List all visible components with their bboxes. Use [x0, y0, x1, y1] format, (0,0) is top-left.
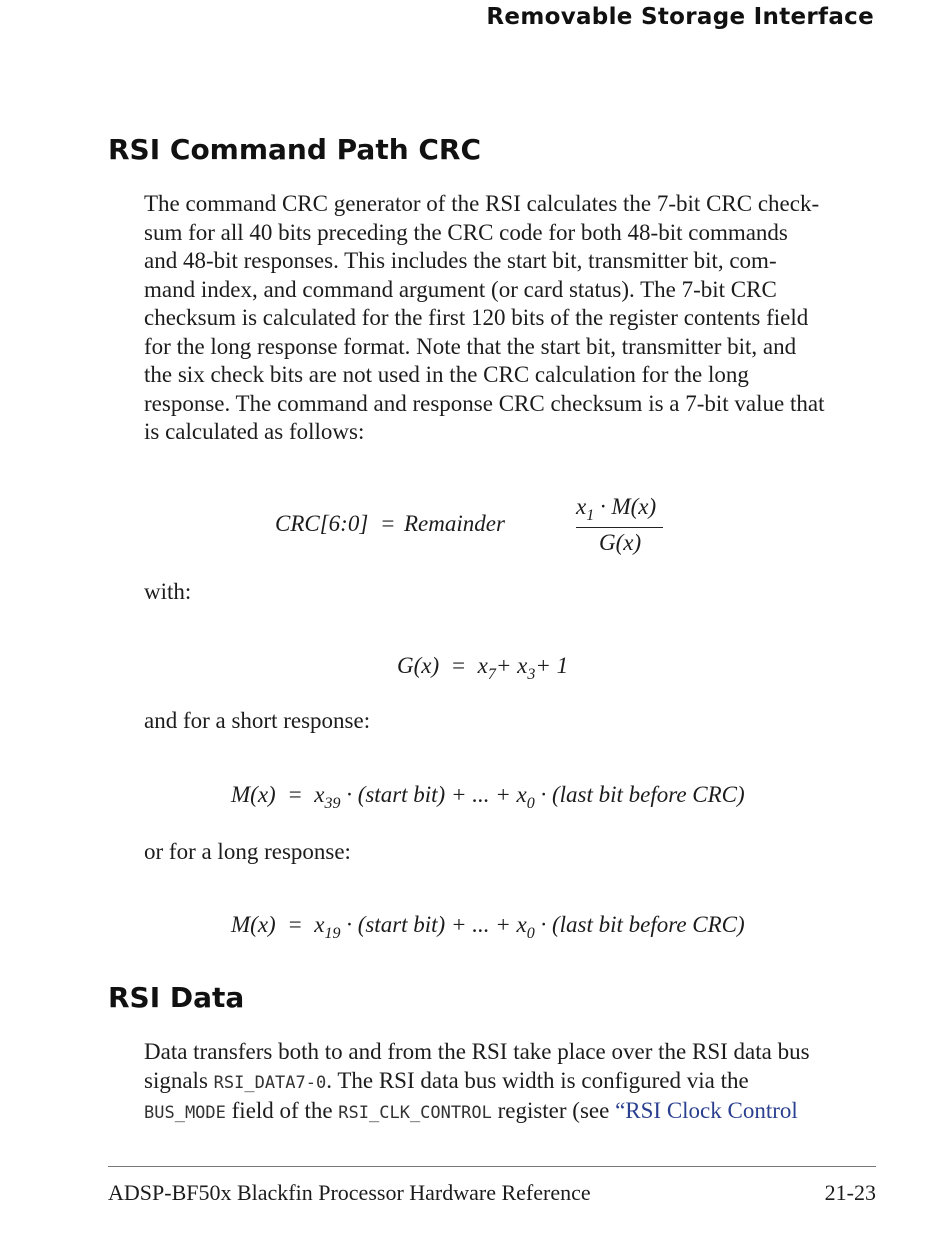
section-heading-command-path-crc: RSI Command Path CRC — [108, 133, 482, 166]
footer-book-title: ADSP-BF50x Blackfin Processor Hardware Reference — [108, 1180, 591, 1205]
paragraph-line: checksum is calculated for the first 120 bits of the register contents field — [144, 305, 809, 330]
generator-polynomial-equation: $G(x) = x_7+ x_3+ 1$ — [397, 653, 569, 683]
crc-equation-function: Remainder — [404, 511, 505, 536]
running-header: Removable Storage Interface — [486, 4, 874, 30]
footer-page-number: 21-23 — [824, 1180, 876, 1205]
crc-fraction-denominator: G(x) — [599, 530, 642, 555]
paragraph-line: Data transfers both to and from the RSI take place over the RSI data bus — [144, 1039, 810, 1064]
crc-fraction-numerator: $x_1 \cdot M(x)$ — [576, 494, 657, 524]
fraction-bar — [576, 527, 663, 528]
rsi-data-paragraph — [144, 1038, 884, 1128]
paragraph-line: BUS_MODE field of the RSI_CLK_CONTROL register (see “RSI Clock Control — [144, 1098, 798, 1123]
paragraph-line: The command CRC generator of the RSI calculates the 7-bit CRC check- — [144, 191, 820, 216]
register-name-code: RSI_CLK_CONTROL — [338, 1103, 492, 1123]
paragraph-line: is calculated as follows: — [144, 419, 365, 444]
with-text: with: — [144, 579, 192, 604]
long-response-equation: $M(x) = x_{19}$ · (start bit) + ... + $x_0$ · (last bit before CRC) — [231, 912, 745, 942]
short-response-equation: $M(x) = x_{39}$ · (start bit) + ... + $x_0$ · (last bit before CRC) — [231, 782, 745, 812]
register-signal-code: RSI_DATA7-0 — [213, 1072, 327, 1093]
short-response-text: and for a short response: — [144, 708, 371, 733]
crc-description-paragraph — [144, 190, 884, 447]
section-heading-rsi-data: RSI Data — [108, 981, 245, 1014]
paragraph-line: mand index, and command argument (or card status). The 7-bit CRC — [144, 276, 777, 302]
paragraph-line: and 48-bit responses. This includes the start bit, transmitter bit, com- — [144, 248, 777, 273]
paragraph-line: signals RSI_DATA7-0. The RSI data bus width is configured via the — [144, 1067, 749, 1093]
footer-divider — [108, 1166, 876, 1167]
paragraph-line: the six check bits are not used in the CRC calculation for the long — [144, 362, 749, 387]
rsi-clock-control-link[interactable]: “RSI Clock Control — [615, 1098, 798, 1123]
crc-equation-lhs: CRC[6:0] — [275, 511, 369, 536]
crc-equation-equals: = — [380, 511, 396, 536]
field-name-code: BUS_MODE — [144, 1103, 226, 1123]
paragraph-line: sum for all 40 bits preceding the CRC code for both 48-bit commands — [144, 219, 788, 245]
paragraph-line: response. The command and response CRC checksum is a 7-bit value that — [144, 390, 825, 416]
long-response-text: or for a long response: — [144, 839, 351, 864]
paragraph-line: for the long response format. Note that the start bit, transmitter bit, and — [144, 333, 797, 359]
